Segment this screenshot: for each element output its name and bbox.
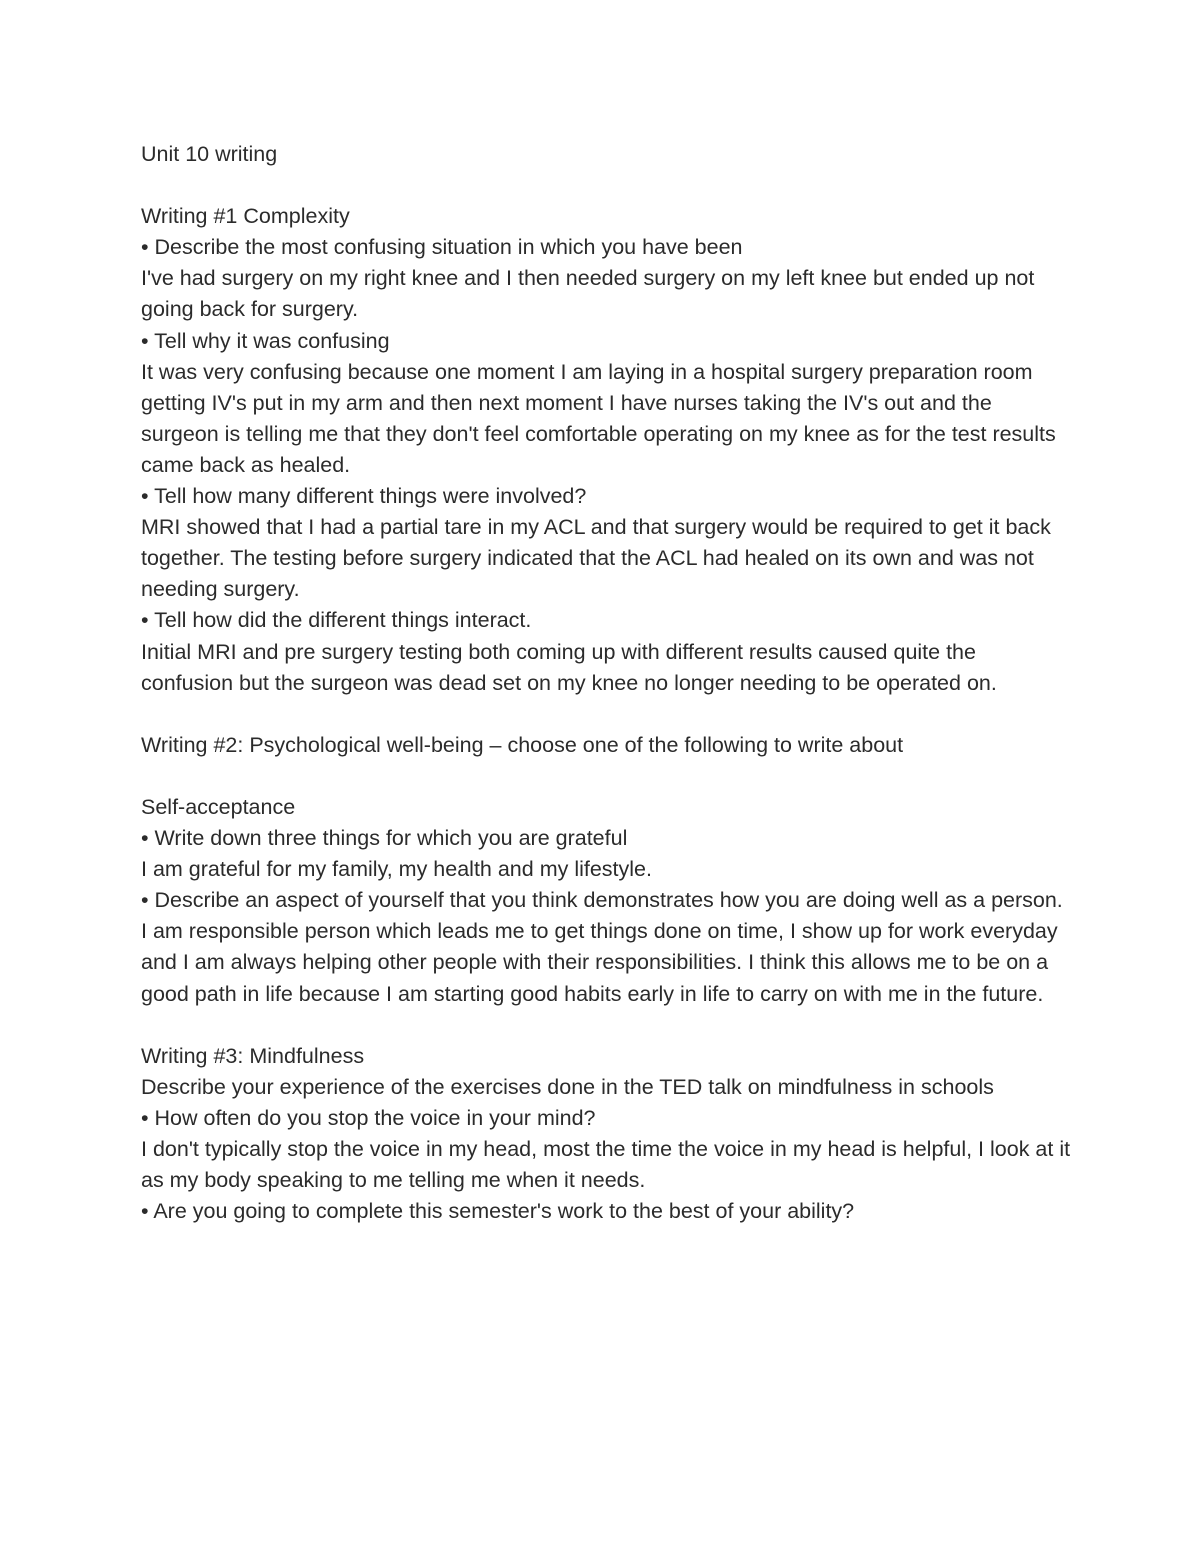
writing1-answer-1: I've had surgery on my right knee and I then needed surgery on my left knee but ended up not going back for surgery. (141, 266, 1041, 322)
writing1-answer-4: Initial MRI and pre surgery testing both coming up with different results caused quite the confusion but the surgeon was dead set on my knee no longer needing to be operated on. (141, 639, 997, 695)
writing1-question-1: • Describe the most confusing situation in which you have been (141, 235, 743, 260)
document-body (141, 139, 1077, 1227)
writing3-answer-1: I don't typically stop the voice in my head, most the time the voice in my head is helpful, I look at it as my body speaking to me telling me when it needs. (141, 1137, 1077, 1193)
writing3-question-2: • Are you going to complete this semester's work to the best of your ability? (141, 1199, 855, 1224)
writing3-prompt: Describe your experience of the exercises done in the TED talk on mindfulness in schools (141, 1074, 994, 1099)
blank-line (141, 761, 1071, 792)
writing1-heading: Writing #1 Complexity (141, 204, 350, 229)
writing1-question-3: • Tell how many different things were involved? (141, 484, 587, 509)
writing2-subheading: Self-acceptance (141, 794, 296, 819)
writing1-question-4: • Tell how did the different things interact. (141, 608, 532, 633)
writing1-answer-2: It was very confusing because one moment I am laying in a hospital surgery preparation room getting IV's put in my arm and then next moment I have nurses taking the IV's out and the surgeon is telling me that they don't feel comfortable operating on my knee as for the test results came back as healed. (141, 359, 1062, 477)
writing3-question-1: • How often do you stop the voice in your mind? (141, 1105, 596, 1130)
writing2-question-2: • Describe an aspect of yourself that you think demonstrates how you are doing well as a person. (141, 888, 1063, 913)
blank-line (141, 1010, 1071, 1041)
document-title: Unit 10 writing (141, 142, 278, 166)
writing3-heading: Writing #3: Mindfulness (141, 1043, 365, 1068)
blank-line (141, 699, 1071, 730)
writing2-question-1: • Write down three things for which you are grateful (141, 826, 628, 851)
writing2-answer-2: I am responsible person which leads me to get things done on time, I show up for work everyday and I am always helping other people with their responsibilities. I think this allows me to be on a good path in life because I am starting good habits early in life to carry on with me in the future. (141, 919, 1064, 1006)
blank-line (141, 170, 1071, 201)
writing1-question-2: • Tell why it was confusing (141, 328, 390, 353)
writing2-heading: Writing #2: Psychological well-being – choose one of the following to write about (141, 732, 904, 757)
writing2-answer-1: I am grateful for my family, my health and my lifestyle. (141, 857, 652, 882)
writing1-answer-3: MRI showed that I had a partial tare in my ACL and that surgery would be required to get it back together. The testing before surgery indicated that the ACL had healed on its own and was not needing surgery. (141, 515, 1057, 602)
